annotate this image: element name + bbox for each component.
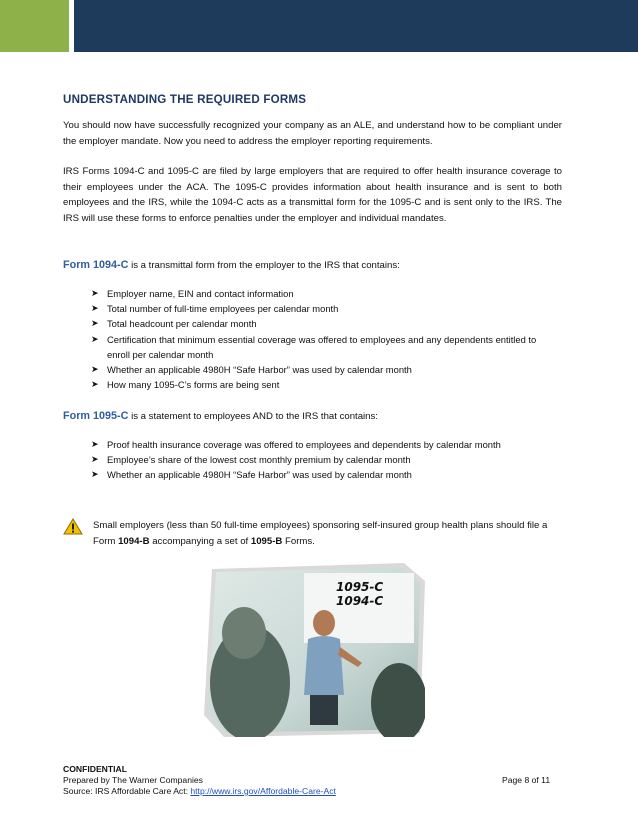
form-1094-name: Form 1094-C bbox=[63, 259, 129, 271]
section-heading: UNDERSTANDING THE REQUIRED FORMS bbox=[63, 93, 307, 106]
list-item: ➤ Proof health insurance coverage was offered to employees and dependents by calendar month bbox=[91, 437, 551, 452]
form-1095-list bbox=[91, 437, 551, 483]
list-item: ➤ Whether an applicable 4980H “Safe Harbor” was used by calendar month bbox=[91, 467, 551, 482]
photo-label-1095c: 1095-C bbox=[336, 580, 384, 594]
photo-label-1094c: 1094-C bbox=[336, 594, 384, 608]
arrow-bullet-icon: ➤ bbox=[91, 454, 99, 465]
footer-page-number: Page 8 of 11 bbox=[502, 775, 551, 785]
arrow-bullet-icon: ➤ bbox=[91, 288, 99, 298]
form-1094-intro bbox=[63, 259, 400, 271]
arrow-bullet-icon: ➤ bbox=[91, 333, 99, 344]
list-item: ➤ Certification that minimum essential coverage was offered to employees and any dependents entitled to enroll per calendar month bbox=[91, 333, 537, 360]
form-1095-name: Form 1095-C bbox=[63, 410, 129, 422]
warning-icon bbox=[63, 518, 83, 540]
list-item: ➤ Total number of full-time employees per calendar month bbox=[91, 301, 551, 316]
form-1094-intro-text: is a transmittal form from the employer to the IRS that contains: bbox=[128, 260, 400, 271]
form-1095-intro bbox=[63, 410, 378, 422]
classroom-photo bbox=[204, 563, 425, 737]
arrow-bullet-icon: ➤ bbox=[91, 379, 99, 390]
forms-paragraph: IRS Forms 1094-C and 1095-C are filed by large employers that are required to offer health insurance coverage to their employees under the ACA. The 1095-C provides information about health insurance and is sent to both employees and the IRS, while the 1094-C acts as a transmittal form for the 1095-C and is sent only to the IRS. The IRS will use these forms to enforce penalties under the employer and individual mandates. bbox=[63, 166, 562, 224]
intro-paragraph: You should now have successfully recognized your company as an ALE, and understand how to be compliant under the employer mandate. Now you need to address the employer reporting requirements. bbox=[63, 120, 562, 147]
list-item: ➤ Employer name, EIN and contact information bbox=[91, 286, 551, 301]
list-item: ➤ Total headcount per calendar month bbox=[91, 316, 551, 331]
arrow-bullet-icon: ➤ bbox=[91, 469, 99, 480]
form-1094-list bbox=[91, 286, 551, 392]
list-item: ➤ Employee’s share of the lowest cost monthly premium by calendar month bbox=[91, 452, 551, 467]
list-item: ➤ Whether an applicable 4980H “Safe Harbor” was used by calendar month bbox=[91, 362, 551, 377]
warning-note: Small employers (less than 50 full-time employees) sponsoring self-insured group health plans should file a Form 1094-B accompanying a set of 1095-B Forms. bbox=[93, 520, 548, 547]
footer-source: Source: IRS Affordable Care Act: http://www.irs.gov/Affordable-Care-Act bbox=[63, 786, 336, 796]
form-1095-intro-text: is a statement to employees AND to the IRS that contains: bbox=[128, 411, 378, 422]
arrow-bullet-icon: ➤ bbox=[91, 318, 99, 329]
footer-prepared-by: Prepared by The Warner Companies bbox=[63, 775, 203, 785]
arrow-bullet-icon: ➤ bbox=[91, 439, 99, 449]
footer-confidential: CONFIDENTIAL bbox=[63, 764, 127, 774]
header-accent-navy bbox=[74, 0, 638, 52]
arrow-bullet-icon: ➤ bbox=[91, 364, 99, 375]
arrow-bullet-icon: ➤ bbox=[91, 303, 99, 314]
list-item: ➤ How many 1095-C’s forms are being sent bbox=[91, 377, 551, 392]
source-link[interactable]: http://www.irs.gov/Affordable-Care-Act bbox=[190, 786, 336, 796]
header-accent-green bbox=[0, 0, 69, 52]
